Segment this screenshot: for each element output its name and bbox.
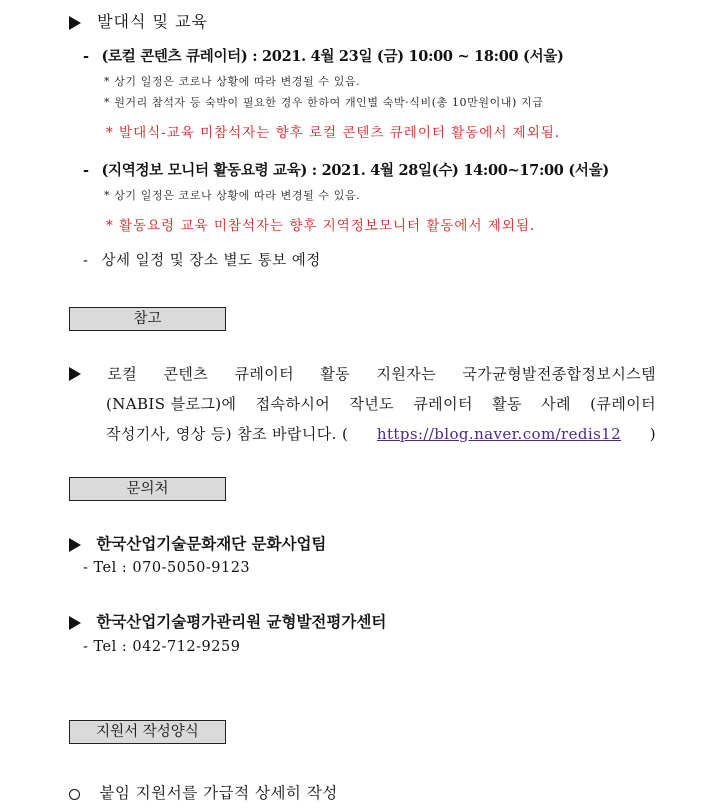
naver-blog-link[interactable]: https://blog.naver.com/redis12 — [376, 425, 622, 443]
word: 국가균형발전종합정보시스템 — [462, 365, 656, 383]
word: 활동 — [492, 395, 522, 413]
schedule-item-notice — [83, 249, 321, 270]
dash-bullet: - — [83, 253, 89, 269]
contact-tel-2: - Tel : 042-712-9259 — [83, 639, 241, 655]
schedule-note: * 상기 일정은 코로나 상황에 따라 변경될 수 있음. — [104, 75, 361, 88]
schedule-item-curator — [83, 45, 564, 66]
section-heading-ceremony — [69, 9, 208, 32]
word: 콘텐츠 — [163, 365, 209, 383]
reference-paragraph — [69, 359, 656, 449]
paragraph-line — [106, 419, 656, 449]
word: (NABIS 블로그)에 — [106, 395, 237, 413]
paragraph-text: 작성기사, 영상 등) 참조 바랍니다. ( — [106, 425, 349, 443]
dash-bullet: - — [83, 48, 89, 65]
dash-bullet: - — [83, 162, 89, 179]
triangle-bullet-icon — [69, 367, 81, 381]
word: 접속하시어 — [255, 395, 331, 413]
word: 활동 — [320, 365, 351, 383]
word: (큐레이터 — [590, 395, 656, 413]
word: 큐레이터 — [234, 365, 295, 383]
word: 지원자는 — [376, 365, 437, 383]
schedule-text: (지역정보 모니터 활동요령 교육) : 2021. 4월 28일(수) 14:00~17:00 (서울) — [101, 162, 609, 179]
form-instruction — [69, 781, 338, 803]
form-instruction-text: 붙임 지원서를 가급적 상세히 작성 — [99, 784, 338, 802]
schedule-item-monitor — [83, 159, 609, 180]
word: 사례 — [541, 395, 571, 413]
form-label-box: 지원서 작성양식 — [69, 720, 226, 744]
paragraph-line — [69, 359, 656, 389]
word: 작년도 — [349, 395, 395, 413]
section-title: 발대식 및 교육 — [97, 12, 209, 31]
circle-bullet-icon — [69, 789, 80, 800]
schedule-note: * 원거리 참석자 등 숙박이 필요한 경우 한하여 개인별 숙박·식비(총 10만원이내) 지급 — [104, 96, 544, 109]
contact-tel-1: - Tel : 070-5050-9123 — [83, 560, 251, 576]
schedule-text: 상세 일정 및 장소 별도 통보 예정 — [101, 253, 321, 269]
paragraph-line — [106, 389, 656, 419]
paragraph-text: ) — [649, 425, 656, 443]
attendance-warning: * 활동요령 교육 미참석자는 향후 지역정보모니터 활동에서 제외됨. — [106, 218, 536, 234]
attendance-warning: * 발대식-교육 미참석자는 향후 로컬 콘텐츠 큐레이터 활동에서 제외됨. — [106, 125, 561, 141]
triangle-bullet-icon — [69, 538, 81, 552]
reference-label-box: 참고 — [69, 307, 226, 331]
contact-label-box: 문의처 — [69, 477, 226, 501]
schedule-note: * 상기 일정은 코로나 상황에 따라 변경될 수 있음. — [104, 189, 361, 202]
contact-org-2 — [69, 610, 386, 632]
org-name: 한국산업기술문화재단 문화사업팀 — [96, 535, 327, 553]
word: 로컬 — [107, 365, 138, 383]
triangle-bullet-icon — [69, 16, 81, 30]
schedule-text: (로컬 콘텐츠 큐레이터) : 2021. 4월 23일 (금) 10:00 ~ 18:00 (서울) — [101, 48, 564, 65]
triangle-bullet-icon — [69, 616, 81, 630]
contact-org-1 — [69, 532, 326, 554]
word: 큐레이터 — [413, 395, 473, 413]
org-name: 한국산업기술평가관리원 균형발전평가센터 — [96, 613, 387, 631]
